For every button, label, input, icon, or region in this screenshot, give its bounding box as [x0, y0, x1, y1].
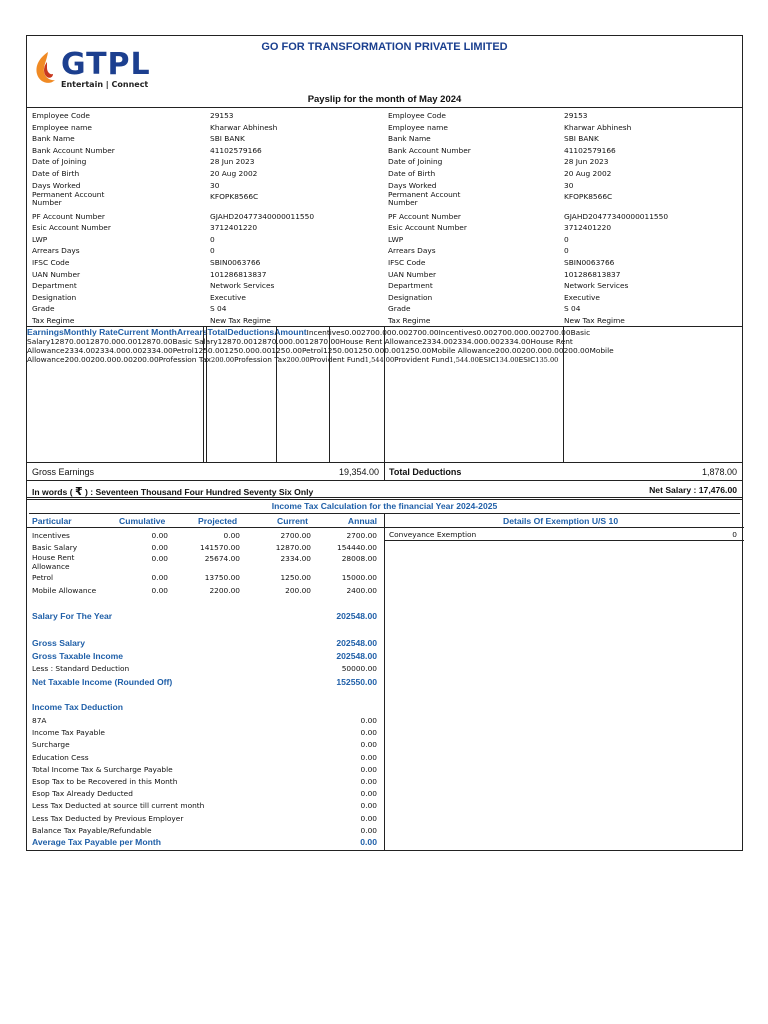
- income-tax-deduction-title: Income Tax Deduction: [32, 702, 124, 712]
- itd-value: 0.00: [360, 789, 377, 799]
- earning-name: Basic Salary: [172, 337, 218, 346]
- info-row: [27, 168, 742, 180]
- tax-current: 2700.00: [280, 531, 311, 540]
- itd-value: 0.00: [360, 740, 377, 750]
- info-label: Tax Regime: [32, 316, 75, 325]
- info-value: 41102579166: [210, 145, 262, 155]
- company-name: GO FOR TRANSFORMATION PRIVATE LIMITED: [261, 41, 508, 53]
- info-label: Bank Name: [32, 134, 75, 144]
- info-label: Days Worked: [388, 180, 437, 190]
- earning-monthly-rate: 200.00: [64, 355, 91, 364]
- earning-arrears: 0.00: [254, 346, 272, 355]
- itd-label: Less Tax Deducted at source till current month: [32, 801, 205, 811]
- info-value: 0: [210, 246, 215, 256]
- earning-current-month: 1250.00: [224, 346, 255, 355]
- earning-current-month: 2700.00: [361, 328, 392, 337]
- earning-total: 2334.00: [499, 337, 531, 346]
- salary-year-value: 202548.00: [336, 611, 377, 621]
- payslip: [26, 35, 743, 851]
- earning-arrears: 0.00: [483, 337, 500, 346]
- info-value: 0: [210, 234, 215, 244]
- info-label: Grade: [388, 304, 411, 314]
- net-salary: Net Salary : 17,476.00: [649, 485, 737, 495]
- info-row: [27, 257, 742, 269]
- earning-total: 12870.00: [304, 337, 340, 346]
- itd-label: Total Income Tax & Surcharge Payable: [32, 764, 173, 774]
- amount-in-words-row: [27, 481, 742, 498]
- info-value: SBI BANK: [210, 134, 245, 144]
- cumulative-header: Cumulative: [119, 516, 166, 526]
- deduction-amount: 200.00: [286, 356, 310, 364]
- info-value: 30: [210, 180, 220, 190]
- info-value: S 04: [564, 304, 581, 314]
- exemption-header: Details Of Exemption U/S 10: [503, 516, 619, 526]
- average-tax-label: Average Tax Payable per Month: [32, 837, 161, 847]
- earning-arrears: 0.00: [120, 337, 138, 346]
- info-value: Network Services: [210, 281, 275, 291]
- info-row: [27, 145, 742, 157]
- projected-header: Projected: [198, 516, 238, 526]
- info-label: Department: [388, 281, 433, 291]
- tax-projected: 2200.00: [209, 586, 240, 595]
- deduction-amount: 200.00: [211, 356, 235, 364]
- earning-total: 200.00: [132, 355, 159, 364]
- amount-header: Amount: [274, 327, 307, 337]
- earning-monthly-rate: 12870.00: [217, 337, 253, 346]
- info-label: Bank Account Number: [32, 145, 115, 155]
- arrears-header: Arrears: [176, 327, 208, 337]
- info-value: SBIN0063766: [564, 258, 615, 267]
- info-label: Employee name: [388, 122, 448, 132]
- info-label: UAN Number: [32, 269, 81, 279]
- earnings-deductions-table: [27, 327, 742, 463]
- tax-projected: 13750.00: [204, 573, 240, 582]
- info-value: 29153: [564, 111, 588, 120]
- earning-arrears: 0.00: [391, 328, 409, 337]
- info-label: Employee name: [32, 122, 92, 132]
- info-label: Grade: [32, 304, 55, 314]
- amount-in-words: In words ( ₹ ) : Seventeen Thousand Four Hundred Seventy Six Only: [32, 485, 314, 498]
- itd-label: Balance Tax Payable/Refundable: [32, 825, 152, 835]
- itd-value: 0.00: [360, 801, 377, 811]
- tax-current: 1250.00: [280, 573, 311, 582]
- deduction-name: ESIC: [478, 355, 496, 364]
- itd-value: 0.00: [360, 764, 377, 774]
- info-value: SBI BANK: [564, 134, 599, 144]
- earning-total: 1250.00: [400, 346, 432, 355]
- earning-monthly-rate: 200.00: [495, 346, 522, 355]
- info-label: Esic Account Number: [32, 223, 111, 233]
- info-label: Arrears Days: [388, 246, 436, 256]
- tax-particular: Petrol: [32, 573, 54, 582]
- current-month-header: Current Month: [117, 327, 177, 337]
- earning-total: 1250.00: [271, 346, 302, 355]
- earning-total: 12870.00: [137, 337, 173, 346]
- itd-value: 0.00: [360, 716, 377, 725]
- info-value: KFOPK8566C: [564, 192, 613, 202]
- info-label: Department: [32, 281, 77, 291]
- tax-current: 12870.00: [275, 542, 311, 552]
- earning-current-month: 2334.00: [95, 346, 126, 355]
- current-header: Current: [277, 516, 309, 526]
- info-value: Network Services: [564, 281, 629, 291]
- earning-name: Petrol: [301, 346, 324, 355]
- info-value: 101286813837: [210, 269, 267, 279]
- tax-annual: 2400.00: [346, 586, 377, 595]
- exemption-name: Conveyance Exemption: [389, 530, 477, 539]
- flame-icon: [31, 48, 61, 88]
- payslip-header: [27, 36, 742, 108]
- info-label: Bank Account Number: [388, 145, 471, 155]
- tax-projected: 25674.00: [204, 554, 240, 563]
- tax-annual: 28008.00: [341, 554, 377, 563]
- earning-arrears: 0.00: [523, 328, 541, 337]
- itd-value: 0.00: [360, 825, 377, 835]
- earning-current-month: 12870.00: [252, 337, 289, 346]
- earning-current-month: 2334.00: [452, 337, 484, 346]
- gross-earnings-value: 19,354.00: [338, 467, 379, 477]
- totals-row: [27, 463, 742, 481]
- tax-annual: 15000.00: [341, 573, 377, 582]
- info-row: [27, 133, 742, 145]
- gross-taxable-value: 202548.00: [336, 651, 377, 661]
- net-taxable-label: Net Taxable Income (Rounded Off): [32, 677, 173, 687]
- deduction-amount: 1,544.00: [364, 356, 395, 364]
- employee-info: [27, 108, 742, 327]
- net-taxable-value: 152550.00: [336, 677, 377, 687]
- info-label: Arrears Days: [32, 246, 80, 256]
- info-value: 28 Jun 2023: [564, 157, 609, 167]
- particular-header: Particular: [32, 516, 72, 526]
- gross-salary-label: Gross Salary: [32, 638, 86, 648]
- itd-label: Income Tax Payable: [32, 728, 105, 738]
- tax-particular: Mobile Allowance: [32, 586, 97, 595]
- info-value: 20 Aug 2002: [564, 169, 612, 178]
- gross-earnings-label: Gross Earnings: [32, 467, 95, 477]
- tax-cumulative: 0.00: [151, 573, 168, 582]
- info-value: 20 Aug 2002: [210, 169, 258, 178]
- info-value: SBIN0063766: [210, 258, 261, 267]
- average-tax-value: 0.00: [360, 837, 377, 847]
- salary-year-label: Salary For The Year: [32, 611, 113, 621]
- info-row: [27, 269, 742, 281]
- info-label: Permanent Account Number: [388, 190, 461, 208]
- itd-label: Esop Tax to be Recovered in this Month: [32, 777, 178, 786]
- earning-name: Petrol: [172, 346, 194, 355]
- info-row: [27, 122, 742, 134]
- earning-total: 2334.00: [142, 346, 173, 355]
- logo-tagline: Entertain | Connect: [61, 80, 149, 89]
- earning-arrears: 0.00: [288, 337, 305, 346]
- deduction-name: Provident Fund: [394, 355, 450, 364]
- info-value: Executive: [210, 292, 246, 302]
- itd-label: 87A: [32, 716, 47, 725]
- info-value: 101286813837: [564, 269, 621, 279]
- earning-total: 2700.00: [408, 328, 439, 337]
- gross-taxable-label: Gross Taxable Income: [32, 651, 124, 661]
- info-row: [27, 180, 742, 192]
- tax-particular: Incentives: [32, 531, 70, 540]
- info-row: [27, 245, 742, 257]
- info-label: Days Worked: [32, 180, 81, 190]
- info-value: New Tax Regime: [564, 316, 625, 325]
- payslip-title: Payslip for the month of May 2024: [307, 94, 462, 105]
- standard-deduction-label: Less : Standard Deduction: [32, 664, 130, 673]
- tax-current: 200.00: [285, 586, 311, 595]
- info-row: [27, 234, 742, 246]
- earning-name: House Rent Allowance: [339, 337, 423, 346]
- logo-word: GTPL: [61, 47, 151, 82]
- total-header: Total: [207, 327, 228, 337]
- info-value: 28 Jun 2023: [210, 157, 255, 167]
- tax-calculation-table: [27, 514, 742, 850]
- info-value: 0: [564, 234, 569, 244]
- info-row: [27, 156, 742, 168]
- info-label: Bank Name: [388, 134, 431, 144]
- info-value: 3712401220: [564, 223, 612, 233]
- tax-cumulative: 0.00: [151, 531, 168, 540]
- info-label: UAN Number: [388, 269, 437, 279]
- info-label: Designation: [388, 292, 433, 302]
- earning-arrears: 0.00: [125, 346, 143, 355]
- earning-monthly-rate: 1250.00: [323, 346, 354, 355]
- info-value: 29153: [210, 111, 234, 120]
- tax-cumulative: 0.00: [151, 542, 168, 552]
- info-label: Employee Code: [388, 111, 446, 120]
- earnings-header: Earnings: [27, 327, 64, 337]
- tax-annual: 2700.00: [346, 531, 377, 540]
- earning-name: Mobile Allowance: [431, 346, 496, 355]
- earning-name: House Rent Allowance: [27, 337, 573, 355]
- earning-total: 2700.00: [540, 328, 571, 337]
- info-value: Kharwar Abhinesh: [210, 122, 278, 132]
- tax-projected: 0.00: [223, 531, 240, 540]
- info-row: [27, 211, 742, 223]
- info-label: Permanent Account Number: [32, 190, 105, 208]
- tax-projected: 141570.00: [200, 542, 240, 552]
- earning-current-month: 200.00: [90, 355, 117, 364]
- earning-current-month: 12870.00: [85, 337, 121, 346]
- deduction-name: Profession Tax: [158, 355, 212, 364]
- earning-monthly-rate: 2334.00: [64, 346, 96, 355]
- info-label: LWP: [32, 234, 48, 244]
- info-value: GJAHD20477340000011550: [564, 211, 669, 221]
- earning-monthly-rate: 0.00: [476, 328, 493, 337]
- info-row: [27, 280, 742, 292]
- earning-name: Mobile Allowance: [27, 346, 614, 364]
- itd-label: Esop Tax Already Deducted: [32, 789, 133, 799]
- deduction-name: Profession Tax: [234, 355, 287, 364]
- tax-current: 2334.00: [280, 554, 311, 563]
- info-label: Date of Birth: [388, 169, 436, 178]
- annual-header: Annual: [347, 516, 377, 526]
- info-row: [27, 110, 742, 122]
- earning-total: 200.00: [563, 346, 590, 355]
- info-label: Date of Joining: [388, 157, 443, 167]
- info-row: [27, 292, 742, 304]
- deduction-name: ESIC: [518, 355, 536, 364]
- info-row: [27, 190, 742, 208]
- info-value: S 04: [210, 304, 227, 314]
- earning-monthly-rate: 0.00: [344, 328, 362, 337]
- info-value: Kharwar Abhinesh: [564, 122, 632, 132]
- deduction-amount: 134.00: [495, 356, 519, 364]
- info-label: LWP: [388, 234, 404, 244]
- info-label: Employee Code: [32, 111, 90, 120]
- itd-value: 0.00: [360, 728, 377, 738]
- info-row: [27, 315, 742, 327]
- info-value: 41102579166: [564, 145, 616, 155]
- itd-value: 0.00: [360, 777, 377, 786]
- deduction-amount: 135.00: [535, 356, 559, 364]
- earning-current-month: 2700.00: [492, 328, 524, 337]
- earning-monthly-rate: 1250.00: [193, 346, 225, 355]
- standard-deduction-value: 50000.00: [341, 664, 377, 673]
- tax-annual: 154440.00: [337, 542, 377, 552]
- earning-current-month: 200.00: [521, 346, 548, 355]
- deduction-name: Provident Fund: [309, 355, 365, 364]
- earning-name: Incentives: [306, 328, 345, 337]
- itd-value: 0.00: [360, 752, 377, 762]
- monthly-rate-header: Monthly Rate: [63, 327, 118, 337]
- deductions-header: Deductions: [227, 327, 275, 337]
- info-label: PF Account Number: [388, 211, 461, 221]
- info-label: Tax Regime: [388, 316, 431, 325]
- info-value: 0: [564, 246, 569, 256]
- rupee-icon: ₹: [74, 485, 83, 498]
- info-label: Date of Birth: [32, 169, 80, 178]
- tax-cumulative: 0.00: [151, 554, 168, 563]
- earning-arrears: 0.00: [384, 346, 401, 355]
- earning-arrears: 0.00: [116, 355, 133, 364]
- itd-value: 0.00: [360, 813, 377, 823]
- tax-cumulative: 0.00: [151, 586, 168, 595]
- info-label: IFSC Code: [32, 258, 70, 267]
- earning-current-month: 1250.00: [353, 346, 385, 355]
- info-value: New Tax Regime: [210, 316, 271, 325]
- itd-label: Education Cess: [32, 752, 89, 762]
- exemption-value: 0: [732, 530, 737, 539]
- info-row: [27, 303, 742, 315]
- deduction-amount: 1,544.00: [449, 356, 479, 364]
- info-label: IFSC Code: [388, 258, 426, 267]
- info-value: 30: [564, 180, 574, 190]
- total-deductions-value: 1,878.00: [701, 467, 737, 477]
- info-label: Designation: [32, 292, 77, 302]
- itd-label: Surcharge: [32, 740, 70, 750]
- tax-particular: House Rent Allowance: [32, 553, 75, 571]
- earning-monthly-rate: 12870.00: [50, 337, 86, 346]
- earning-monthly-rate: 2334.00: [422, 337, 453, 346]
- info-value: KFOPK8566C: [210, 192, 259, 202]
- tax-particular: Basic Salary: [32, 542, 78, 552]
- info-value: 3712401220: [210, 223, 258, 233]
- earning-name: Incentives: [438, 328, 477, 337]
- info-value: GJAHD20477340000011550: [210, 211, 315, 221]
- tax-calculation-title: Income Tax Calculation for the financial Year 2024-2025: [29, 500, 740, 514]
- itd-label: Less Tax Deducted by Previous Employer: [32, 813, 184, 823]
- earning-name: Basic Salary: [27, 328, 591, 346]
- total-deductions-label: Total Deductions: [389, 467, 462, 477]
- info-label: Date of Joining: [32, 157, 87, 167]
- info-label: PF Account Number: [32, 211, 105, 221]
- earning-arrears: 0.00: [547, 346, 564, 355]
- gross-salary-value: 202548.00: [336, 638, 377, 648]
- info-label: Esic Account Number: [388, 223, 467, 233]
- info-row: [27, 222, 742, 234]
- info-value: Executive: [564, 292, 600, 302]
